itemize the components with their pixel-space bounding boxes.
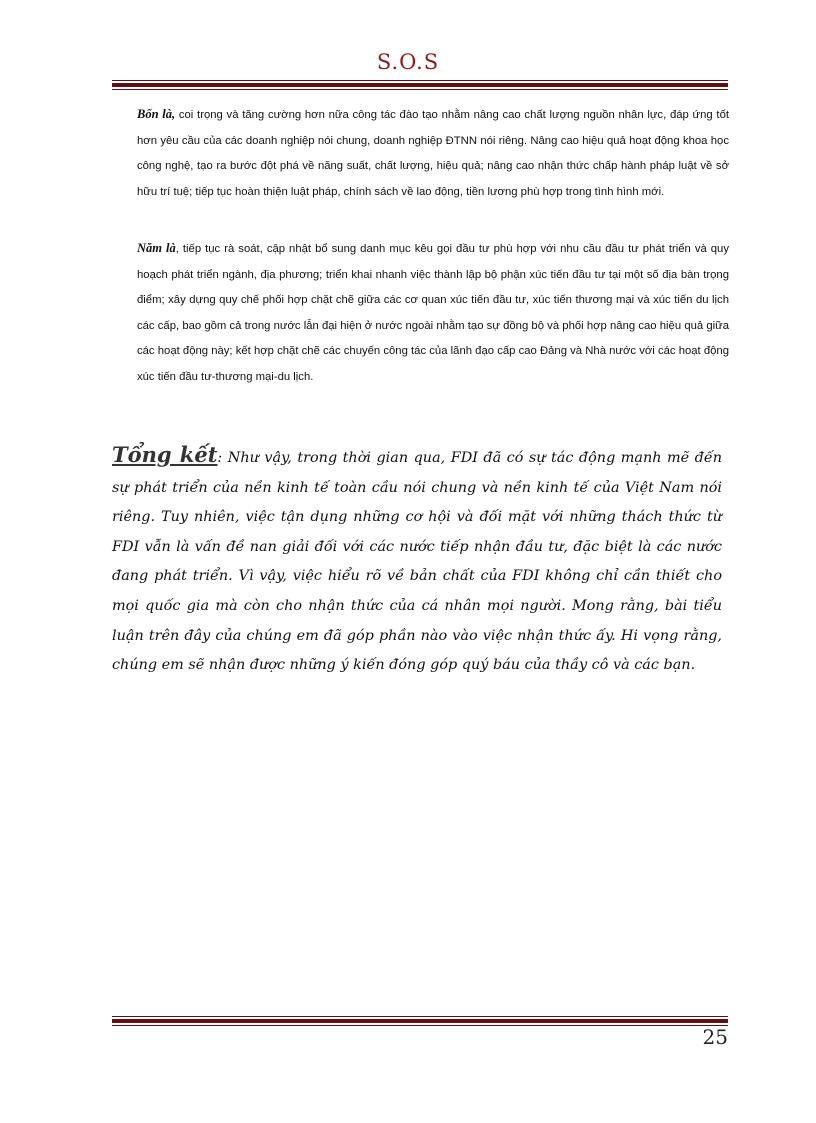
paragraph-lead: Năm là	[137, 241, 176, 255]
header-rule	[112, 80, 728, 90]
paragraph-nam-la	[137, 236, 729, 391]
page-number: 25	[702, 1025, 728, 1049]
paragraph-lead: Bốn là,	[137, 107, 176, 121]
summary-heading: Tổng kết	[112, 442, 218, 467]
paragraph-bon-la	[137, 102, 729, 205]
paragraph-text: coi trọng và tăng cường hơn nữa công tác đào tạo nhằm nâng cao chất lượng nguồn nhân lực, đáp ứng tốt hơn yêu cầu của các doanh nghiệp nói chung, doanh nghiệp ĐTNN nói riêng. Nâng cao hiệu quả hoạt động khoa học công nghệ, tạo ra bước đột phá về năng suất, chất lượng, hiệu quả; nâng cao nhận thức chấp hành pháp luật về sở hữu trí tuệ; tiếp tục hoàn thiện luật pháp, chính sách về lao động, tiền lương phù hợp trong tình hình mới.	[137, 109, 729, 198]
summary-paragraph	[112, 440, 722, 681]
header-title: S.O.S	[376, 50, 440, 74]
summary-text: : Như vậy, trong thời gian qua, FDI đã có sự tác động mạnh mẽ đến sự phát triển của nền kinh tế toàn cầu nói chung và nền kinh tế của Việt Nam nói riêng. Tuy nhiên, việc tận dụng những cơ hội và đối mặt với những thách thức từ FDI vẫn là vấn đề nan giải đối với các nước tiếp nhận đầu tư, đặc biệt là các nước đang phát triển. Vì vậy, việc hiểu rõ về bản chất của FDI không chỉ cần thiết cho mọi quốc gia mà còn cho nhận thức của cá nhân mọi người. Mong rằng, bài tiểu luận trên đây của chúng em đã góp phần nào vào việc nhận thức ấy. Hi vọng rằng, chúng em sẽ nhận được những ý kiến đóng góp quý báu của thầy cô và các bạn.	[112, 450, 722, 674]
footer-rule	[112, 1016, 728, 1026]
paragraph-text: , tiếp tục rà soát, cập nhật bổ sung danh mục kêu gọi đầu tư phù hợp với nhu cầu đầu tư phát triển và quy hoạch phát triển ngành, địa phương; triển khai nhanh việc thành lập bộ phận xúc tiến đầu tư tại một số địa bàn trọng điểm; xây dựng quy chế phối hợp chặt chẽ giữa các cơ quan xúc tiến đầu tư, xúc tiến thương mại và xúc tiến du lịch các cấp, bao gồm cả trong nước lẫn đại hiện ở nước ngoài nhằm tạo sự đồng bộ và phối hợp nâng cao hiệu quả giữa các hoạt động này; kết hợp chặt chẽ các chuyến công tác của lãnh đạo cấp cao Đảng và Nhà nước với các hoạt động xúc tiến đầu tư-thương mại-du lịch.	[137, 243, 729, 383]
